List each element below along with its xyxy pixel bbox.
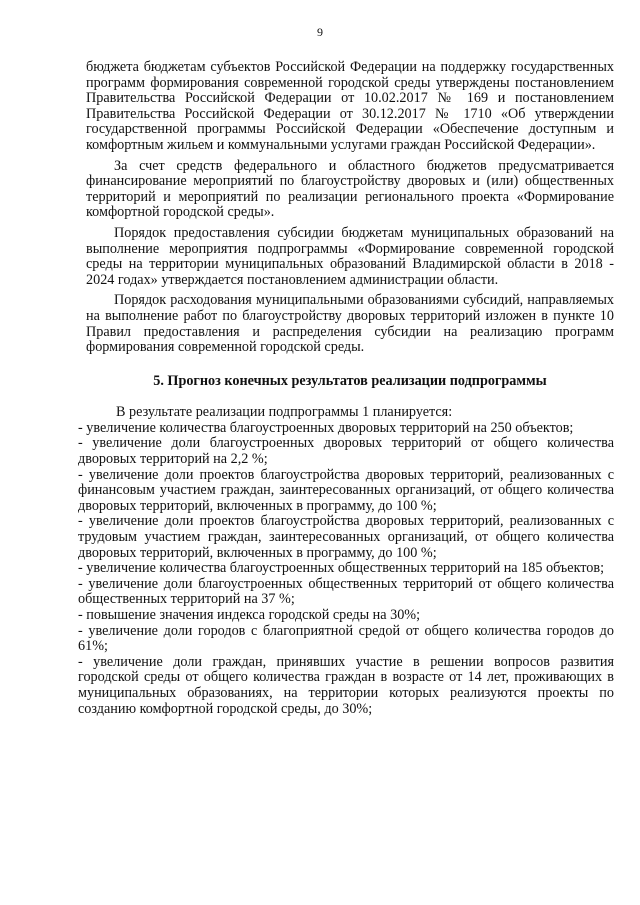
list-item: - увеличение количества благоустроенных общественных территорий на 185 объектов; bbox=[78, 560, 605, 577]
list-item: - увеличение доли городов с благоприятной средой от общего количества городов до 61%; bbox=[78, 622, 614, 655]
list-item: - увеличение доли благоустроенных общественных территорий от общего количества общественных территорий на 37 %; bbox=[78, 575, 614, 608]
list-item: - увеличение доли благоустроенных дворовых территорий от общего количества дворовых территорий на 2,2 %; bbox=[78, 435, 614, 468]
paragraph-4: Порядок расходования муниципальными образованиями субсидий, направляемых на выполнение работ по благоустройству дворовых территорий изложен в пункте 10 Правил предоставления и распределения субсидии на реализацию программ формирования современной городской среды. bbox=[86, 292, 614, 356]
page-number: 9 bbox=[317, 25, 323, 39]
section-title: 5. Прогноз конечных результатов реализации подпрограммы bbox=[153, 372, 547, 389]
paragraph-3: Порядок предоставления субсидии бюджетам муниципальных образований на выполнение мероприятия подпрограммы «Формирование современной городской среды на территории муниципальных образований Владимирской области в 2018 - 2024 годах» утверждается постановлением администрации области. bbox=[86, 224, 614, 288]
section-intro: В результате реализации подпрограммы 1 планируется: bbox=[116, 404, 453, 421]
list-item: - увеличение доли проектов благоустройства дворовых территорий, реализованных с трудовым участием граждан, заинтересованных организаций, от общего количества дворовых территорий, включенных в программу, до 100 %; bbox=[78, 513, 614, 561]
paragraph-1: бюджета бюджетам субъектов Российской Федерации на поддержку государственных программ формирования современной городской среды утверждены постановлением Правительства Российской Федерации от 10.02.2017 № 169 и постановлением Правительства Российской Федерации от 30.12.2017 № 1710 «Об утверждении государственной программы Российской Федерации «Обеспечение доступным и комфортным жильем и коммунальными услугами граждан Российской Федерации». bbox=[86, 59, 614, 153]
results-list bbox=[78, 405, 614, 717]
list-item: - увеличение доли граждан, принявших участие в решении вопросов развития городской среды от общего количества граждан в возрасте от 14 лет, проживающих в муниципальных образованиях, на территории которых реализуются проекты по созданию комфортной городской среды, до 30%; bbox=[78, 653, 614, 717]
list-item: - увеличение доли проектов благоустройства дворовых территорий, реализованных с финансовым участием граждан, заинтересованных организаций, от общего количества дворовых территорий, включенных в программу, до 100 %; bbox=[78, 466, 614, 514]
list-item: - повышение значения индекса городской среды на 30%; bbox=[78, 607, 421, 623]
paragraph-2: За счет средств федерального и областного бюджетов предусматривается финансирование мероприятий по благоустройству дворовых и (или) общественных территорий и мероприятий по реализации регионального проекта «Формирование комфортной городской среды». bbox=[86, 157, 614, 221]
document-body bbox=[78, 59, 614, 717]
list-item: - увеличение количества благоустроенных дворовых территорий на 250 объектов; bbox=[78, 419, 574, 436]
